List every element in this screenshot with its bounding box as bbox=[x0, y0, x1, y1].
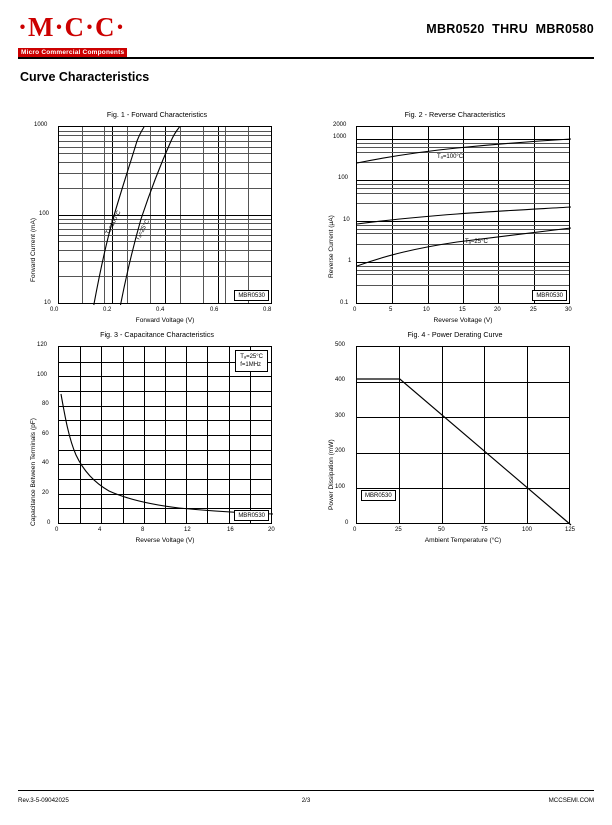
figure-1-ylabel: Forward Current (mA) bbox=[30, 217, 37, 282]
figure-3-xtick-1: 4 bbox=[98, 527, 102, 533]
figure-3 bbox=[22, 330, 292, 545]
figure-3-ylabel: Capacitance Between Terminals (pF) bbox=[30, 418, 37, 526]
figure-1-xlabel: Forward Voltage (V) bbox=[135, 317, 195, 324]
figure-3-legend bbox=[235, 350, 268, 372]
figure-1-caption: Fig. 1 - Forward Characteristics bbox=[106, 110, 208, 119]
figure-3-plot bbox=[58, 346, 272, 524]
figure-4-xtick-0: 0 bbox=[353, 527, 357, 533]
figure-4-plot bbox=[356, 346, 570, 524]
figure-2-annotation-100c: Tₐ=100°C bbox=[437, 154, 464, 160]
figure-2-xtick-6: 30 bbox=[565, 307, 572, 313]
figure-1-ytick-100: 100 bbox=[39, 211, 50, 217]
figure-2-xtick-3: 15 bbox=[459, 307, 466, 313]
figure-3-xtick-4: 16 bbox=[227, 527, 234, 533]
figure-3-xtick-0: 0 bbox=[55, 527, 59, 533]
figure-4 bbox=[320, 330, 590, 545]
figure-3-xlabel: Reverse Voltage (V) bbox=[135, 537, 195, 544]
figure-2-ytick-01: 0.1 bbox=[340, 300, 349, 306]
figure-3-ytick-40: 40 bbox=[42, 460, 49, 466]
figure-3-ytick-0: 0 bbox=[47, 520, 51, 526]
figure-4-ytick-100: 100 bbox=[335, 484, 346, 490]
figure-3-legend-temp: Tₐ=25°C bbox=[240, 354, 263, 360]
figure-2-xtick-2: 10 bbox=[423, 307, 430, 313]
figure-1-plot bbox=[58, 126, 272, 304]
logo-wordmark: ·M·C·C· bbox=[18, 12, 126, 42]
figure-4-xtick-5: 125 bbox=[565, 527, 576, 533]
figure-1-annotation-100c: Tₐ=100°C bbox=[105, 209, 123, 236]
figure-3-xtick-5: 20 bbox=[268, 527, 275, 533]
figure-2-caption: Fig. 2 - Reverse Characteristics bbox=[404, 110, 506, 119]
figure-3-ytick-80: 80 bbox=[42, 401, 49, 407]
figure-3-caption: Fig. 3 - Capacitance Characteristics bbox=[100, 330, 214, 339]
figure-4-ytick-500: 500 bbox=[335, 342, 346, 348]
figure-4-xlabel: Ambient Temperature (°C) bbox=[424, 537, 502, 544]
figure-4-xtick-3: 75 bbox=[481, 527, 488, 533]
figure-1-xtick-3: 0.6 bbox=[210, 307, 219, 313]
figure-2-xtick-4: 20 bbox=[494, 307, 501, 313]
figure-1-curves bbox=[59, 127, 273, 305]
figure-4-xtick-1: 25 bbox=[395, 527, 402, 533]
figure-4-part-label: MBR0530 bbox=[361, 490, 396, 501]
figure-1-xtick-1: 0.2 bbox=[103, 307, 112, 313]
header-divider bbox=[18, 57, 594, 59]
figure-3-ytick-120: 120 bbox=[37, 342, 48, 348]
figure-2 bbox=[320, 110, 590, 325]
figure-1-xtick-2: 0.4 bbox=[156, 307, 165, 313]
footer-website: MCCSEMI.COM bbox=[548, 797, 594, 804]
figure-4-ytick-400: 400 bbox=[335, 377, 346, 383]
footer-page-number: 2/3 bbox=[301, 797, 311, 804]
figure-1-ytick-1000: 1000 bbox=[34, 122, 48, 128]
figure-1-xtick-4: 0.8 bbox=[263, 307, 272, 313]
figure-4-ytick-0: 0 bbox=[345, 520, 349, 526]
figure-2-ytick-10: 10 bbox=[343, 217, 350, 223]
figure-2-xtick-5: 25 bbox=[530, 307, 537, 313]
logo-subtitle: Micro Commercial Components bbox=[18, 48, 127, 58]
figure-3-ytick-100: 100 bbox=[37, 372, 48, 378]
figure-1-ytick-10: 10 bbox=[44, 300, 51, 306]
footer-divider bbox=[18, 790, 594, 791]
figure-2-plot bbox=[356, 126, 570, 304]
figure-3-ytick-60: 60 bbox=[42, 431, 49, 437]
figure-4-ytick-300: 300 bbox=[335, 413, 346, 419]
figure-2-part-label: MBR0530 bbox=[532, 290, 567, 301]
figure-3-legend-freq: f=1MHz bbox=[240, 362, 262, 369]
figure-2-ytick-1: 1 bbox=[348, 258, 352, 264]
figure-1-part-label: MBR0530 bbox=[234, 290, 269, 301]
figure-1-annotation-25c: Tₐ=25°C bbox=[135, 218, 152, 242]
figure-2-curves bbox=[357, 127, 571, 305]
page-header bbox=[18, 14, 594, 60]
figure-1-xtick-0: 0.0 bbox=[50, 307, 59, 313]
figure-3-part-label: MBR0530 bbox=[234, 510, 269, 521]
figure-2-ytick-2000: 2000 bbox=[333, 122, 347, 128]
figure-2-xlabel: Reverse Voltage (V) bbox=[433, 317, 493, 324]
figure-4-caption: Fig. 4 - Power Derating Curve bbox=[407, 330, 503, 339]
figure-4-ylabel: Power Dissipation (mW) bbox=[328, 439, 335, 510]
figure-2-annotation-25c: Tₐ=25°C bbox=[465, 239, 488, 245]
figure-3-xtick-3: 12 bbox=[184, 527, 191, 533]
figure-4-xtick-2: 50 bbox=[438, 527, 445, 533]
figure-4-xtick-4: 100 bbox=[522, 527, 533, 533]
figure-2-ytick-1000: 1000 bbox=[333, 134, 347, 140]
figure-2-xtick-1: 5 bbox=[389, 307, 393, 313]
figure-3-xtick-2: 8 bbox=[141, 527, 145, 533]
mcc-logo bbox=[18, 14, 208, 59]
figure-2-ytick-100: 100 bbox=[338, 175, 349, 181]
page-title: Curve Characteristics bbox=[20, 70, 150, 84]
figure-1 bbox=[22, 110, 292, 325]
figure-2-xtick-0: 0 bbox=[353, 307, 357, 313]
figure-4-ytick-200: 200 bbox=[335, 448, 346, 454]
figure-2-ylabel: Reverse Current (µA) bbox=[328, 215, 335, 278]
figure-3-ytick-20: 20 bbox=[42, 490, 49, 496]
part-number-title: MBR0520 THRU MBR0580 bbox=[426, 22, 594, 36]
footer-revision: Rev.3-5-09042025 bbox=[18, 797, 69, 804]
figure-3-curve bbox=[59, 347, 273, 525]
